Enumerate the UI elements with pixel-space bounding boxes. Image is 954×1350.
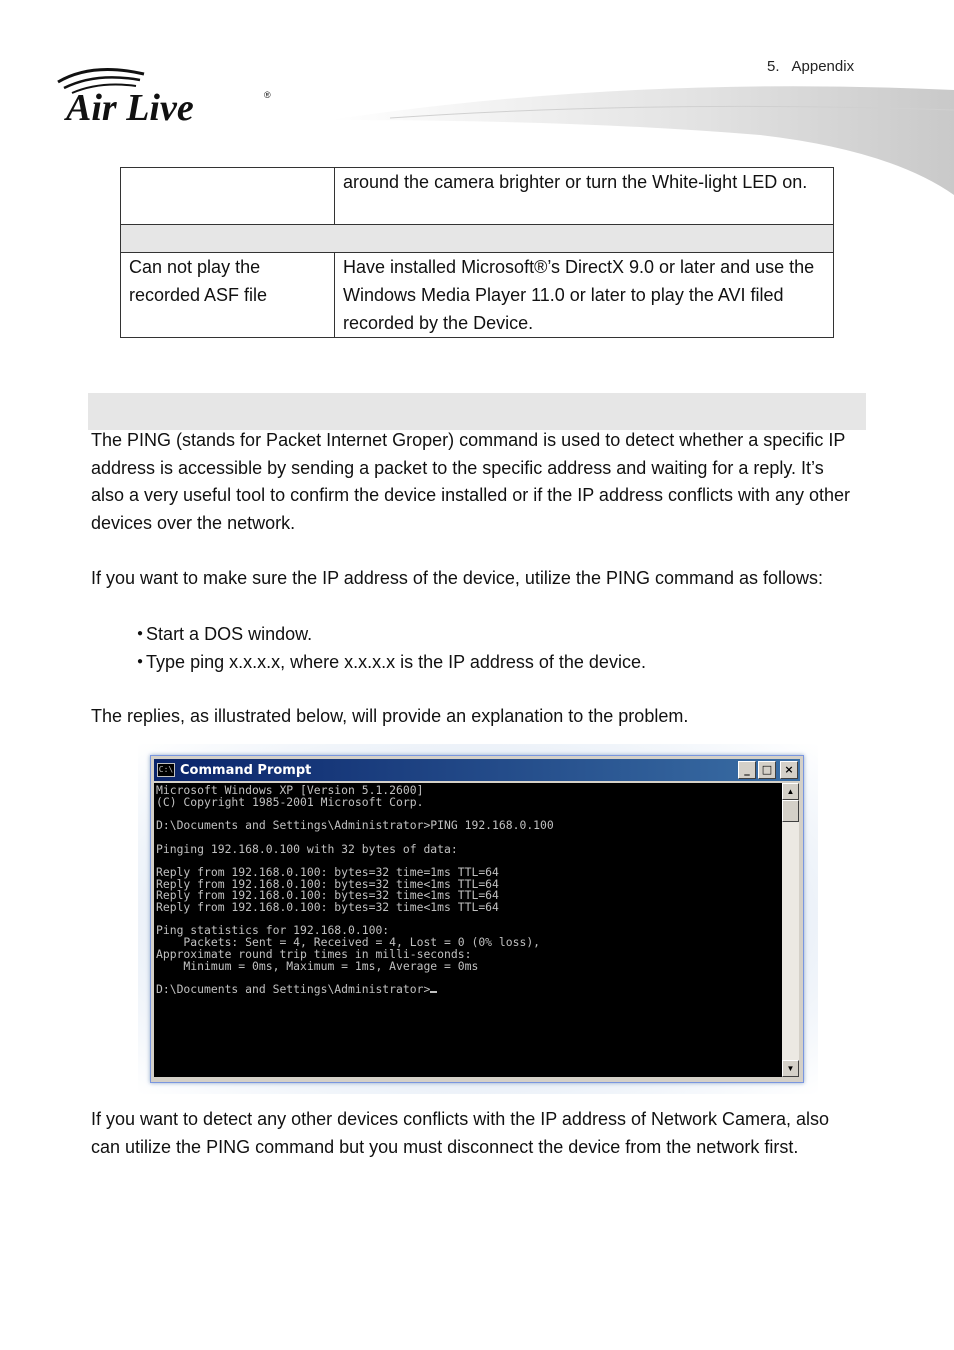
- group-cell: [121, 225, 834, 253]
- window-controls: [738, 761, 798, 779]
- minimize-button[interactable]: _: [738, 761, 756, 779]
- bullet-icon: ●: [137, 656, 144, 667]
- solution-cell: Have installed Microsoft®’s DirectX 9.0 or later and use the Windows Media Player 11.0 or later to play the AVI filed recorded by the Device.: [335, 253, 834, 338]
- replies-paragraph: The replies, as illustrated below, will provide an explanation to the problem.: [91, 706, 689, 726]
- console-line: (C) Copyright 1985-2001 Microsoft Corp.: [156, 794, 424, 809]
- problem-cell: [121, 168, 335, 225]
- list-item: [137, 620, 646, 648]
- console-line: Pinging 192.168.0.100 with 32 bytes of data:: [156, 841, 458, 856]
- ping-intro-paragraph: The PING (stands for Packet Internet Groper) command is used to detect whether a specific IP address is accessible by sending a packet to the specific address and waiting for a reply. It’s also a very useful tool to confirm the device installed or if the IP address conflicts with any other devices over the network.: [91, 430, 851, 533]
- console-line: Packets: Sent = 4, Received = 4, Lost = 0 (0% loss),: [156, 935, 541, 950]
- console-line: Microsoft Windows XP [Version 5.1.2600]: [156, 783, 424, 797]
- list-item: [137, 648, 646, 676]
- section-number: 5.: [767, 58, 780, 75]
- bullet-icon: ●: [137, 628, 144, 639]
- console-line: Reply from 192.168.0.100: bytes=32 time<1ms TTL=64: [156, 876, 499, 891]
- cursor-icon: [430, 991, 437, 993]
- console-line: Reply from 192.168.0.100: bytes=32 time=1ms TTL=64: [156, 864, 499, 879]
- airlive-logo: [52, 60, 292, 130]
- window-titlebar[interactable]: [154, 759, 800, 781]
- table-row: [121, 253, 834, 338]
- console-line: Ping statistics for 192.168.0.100:: [156, 923, 390, 938]
- scroll-thumb[interactable]: [782, 800, 799, 822]
- table-row: [121, 168, 834, 225]
- console-output[interactable]: [154, 783, 782, 1077]
- ping-usage-paragraph: If you want to make sure the IP address of the device, utilize the PING command as follows:: [91, 568, 824, 588]
- console-line: D:\Documents and Settings\Administrator>: [156, 981, 431, 996]
- command-prompt-window: [150, 755, 804, 1083]
- console-line: Reply from 192.168.0.100: bytes=32 time<1ms TTL=64: [156, 900, 499, 915]
- ping-steps-list: [137, 620, 646, 676]
- scroll-up-icon[interactable]: ▲: [782, 783, 799, 800]
- vertical-scrollbar[interactable]: [782, 783, 799, 1077]
- console-line: Reply from 192.168.0.100: bytes=32 time<1ms TTL=64: [156, 888, 499, 903]
- list-item-text: Type ping x.x.x.x, where x.x.x.x is the IP address of the device.: [146, 652, 646, 672]
- svg-text:Air Live: Air Live: [66, 87, 194, 129]
- conflict-paragraph: If you want to detect any other devices conflicts with the IP address of Network Camera, also can utilize the PING command but you must disconnect the device from the network first.: [91, 1109, 830, 1157]
- window-title: Command Prompt: [180, 762, 312, 778]
- console-line: D:\Documents and Settings\Administrator>PING 192.168.0.100: [156, 818, 554, 833]
- console-text: [154, 783, 782, 998]
- svg-text:®: ®: [264, 90, 271, 100]
- section-header: [767, 58, 854, 75]
- maximize-button[interactable]: □: [758, 761, 776, 779]
- console-line: Minimum = 0ms, Maximum = 1ms, Average = 0ms: [156, 958, 479, 973]
- close-button[interactable]: ×: [780, 761, 798, 779]
- section-title: Appendix: [791, 58, 855, 75]
- solution-cell: around the camera brighter or turn the White-light LED on.: [335, 168, 834, 225]
- problem-cell: Can not play the recorded ASF file: [121, 253, 335, 338]
- scroll-down-icon[interactable]: ▼: [782, 1060, 799, 1077]
- list-item-text: Start a DOS window.: [146, 624, 313, 644]
- section-heading-bar: [88, 393, 866, 430]
- table-group-row: [121, 225, 834, 253]
- console-icon: C:\: [157, 763, 175, 777]
- troubleshooting-table: [120, 167, 834, 338]
- console-line: Approximate round trip times in milli-seconds:: [156, 946, 472, 961]
